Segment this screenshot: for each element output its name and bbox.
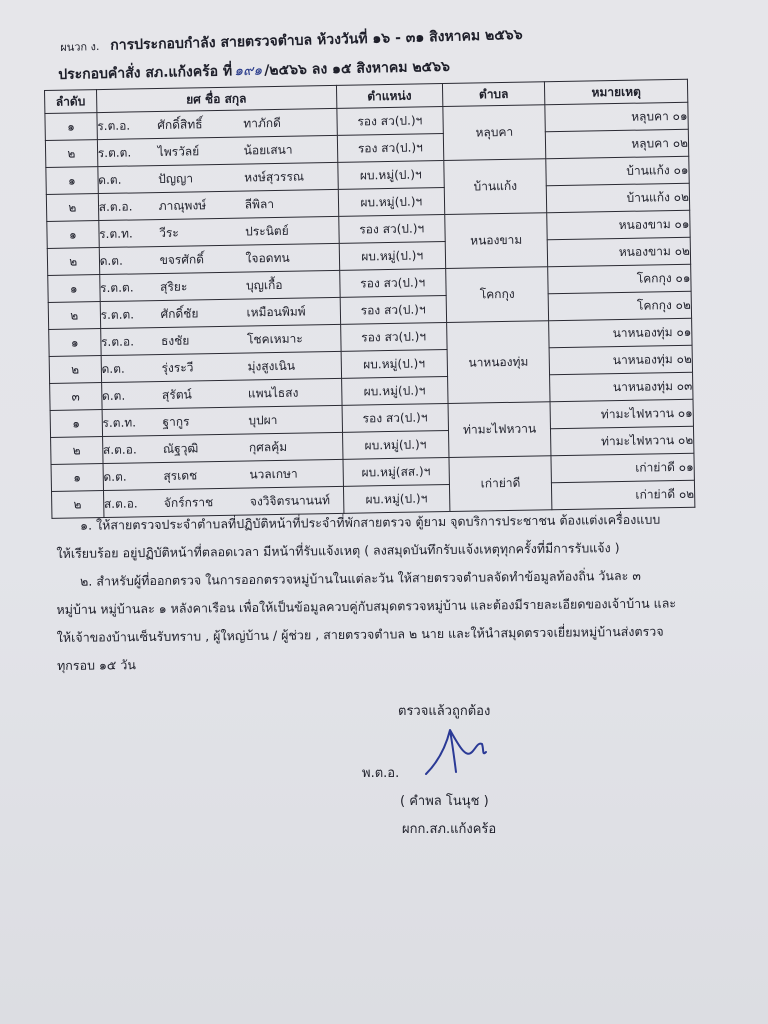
- row-note: หนองขาม ๐๑: [547, 210, 690, 239]
- p2-line1: ๒. สำหรับผู้ที่ออกตรวจ ในการออกตรวจหมู่บ้านในแต่ละวัน ให้สายตรวจตำบลจัดทำข้อมูลท้องถิ่น วันละ ๓: [80, 567, 641, 589]
- row-note: เก่าย่าดี ๐๑: [551, 453, 694, 482]
- row-first-name: จักร์กราช: [163, 494, 214, 510]
- col-name: ยศ ชื่อ สกุล: [96, 85, 336, 112]
- row-rank: ร.ต.อ.: [100, 333, 135, 349]
- row-seq: ๑: [49, 329, 101, 357]
- row-tambon: เก่าย่าดี: [449, 456, 552, 512]
- row-first-name: สุริยะ: [159, 279, 188, 294]
- order-prefix: ประกอบคำสั่ง สภ.แก้งคร้อ ที่: [58, 63, 233, 83]
- row-last-name: นวลเกษา: [249, 466, 298, 481]
- order-reference: [58, 56, 450, 86]
- row-rank: ร.ต.ต.: [100, 306, 135, 322]
- row-fullname: [97, 162, 337, 193]
- handwritten-signature: [420, 722, 500, 782]
- p2-line3: ให้เจ้าของบ้านเซ็นรับทราบ , ผู้ใหญ่บ้าน / ผู้ช่วย , สายตรวจตำบล ๒ นาย และให้นำสมุดตรวจเยี่ยมหมู่บ้านส่งตรวจ: [56, 623, 664, 645]
- row-seq: ๒: [49, 356, 101, 384]
- row-seq: ๒: [51, 437, 103, 465]
- row-fullname: [102, 405, 342, 436]
- row-last-name: น้อยเสนา: [243, 142, 293, 158]
- row-first-name: ขจรศักดิ์: [159, 251, 205, 267]
- row-note: บ้านแก้ง ๐๒: [546, 183, 689, 212]
- row-first-name: ฐากูร: [162, 414, 190, 429]
- certify-text: ตรวจแล้วถูกต้อง: [398, 704, 491, 719]
- row-fullname: [101, 378, 341, 409]
- row-fullname: [98, 216, 338, 247]
- p1-line1: ๑. ให้สายตรวจประจำตำบลที่ปฏิบัติหน้าที่ประจำที่พักสายตรวจ ตู้ยาม จุดบริการประชาชน ต้องแต่งเครื่องแบบ: [80, 511, 661, 533]
- row-position: ผบ.หมู่(ป.)ฯ: [337, 161, 444, 190]
- row-note: โคกกุง ๐๒: [548, 291, 691, 320]
- row-seq: ๑: [45, 113, 97, 141]
- row-last-name: กุศลคุ้ม: [248, 439, 288, 454]
- row-rank: ส.ต.อ.: [103, 495, 138, 511]
- row-position: ผบ.หมู่(ป.)ฯ: [341, 350, 448, 379]
- row-last-name: ประนิตย์: [245, 223, 289, 239]
- paragraph-1: [56, 505, 707, 568]
- row-position: ผบ.หมู่(ป.)ฯ: [342, 430, 449, 459]
- row-position: รอง สว(ป.)ฯ: [337, 134, 444, 163]
- row-seq: ๑: [51, 464, 103, 492]
- order-number: ๑๙๑: [234, 62, 263, 80]
- p2-line4: ทุกรอบ ๑๕ วัน: [56, 657, 136, 673]
- col-tambon: ตำบล: [442, 82, 545, 107]
- row-last-name: บุปผา: [248, 412, 278, 427]
- row-rank: ร.ต.ต.: [97, 144, 132, 160]
- row-seq: ๒: [48, 302, 100, 330]
- row-last-name: ใจอดทน: [245, 250, 290, 266]
- row-fullname: [97, 135, 337, 166]
- row-seq: ๑: [47, 221, 99, 249]
- row-note: หนองขาม ๐๒: [547, 237, 690, 266]
- row-tambon: บ้านแก้ง: [444, 159, 547, 215]
- row-seq: ๒: [45, 140, 97, 168]
- row-position: รอง สว(ป.)ฯ: [340, 323, 447, 352]
- row-rank: ด.ต.: [99, 253, 123, 268]
- col-note: หมายเหตุ: [545, 79, 688, 104]
- row-rank: ส.ต.อ.: [98, 198, 133, 214]
- signer-title: ผกก.สภ.แก้งคร้อ: [402, 822, 497, 837]
- row-seq: ๒: [46, 194, 98, 222]
- col-position: ตำแหน่ง: [336, 84, 443, 109]
- row-last-name: ทาภักดี: [243, 115, 281, 131]
- row-rank: ด.ต.: [98, 172, 122, 187]
- p1-line2: ให้เรียบร้อย อยู่ปฏิบัติหน้าที่ตลอดเวลา มีหน้าที่รับแจ้งเหตุ ( ลงสมุดบันทึกรับแจ้งเหตุทุกครั้งที่มีการรับแจ้ง ): [56, 540, 620, 561]
- row-last-name: เหมือนพิมพ์: [246, 303, 306, 319]
- row-last-name: โชคเหมาะ: [246, 331, 303, 346]
- row-seq: ๒: [47, 248, 99, 276]
- row-first-name: ศักดิ์ชัย: [160, 305, 199, 321]
- row-rank: ร.ต.ท.: [102, 414, 137, 430]
- row-rank: ด.ต.: [101, 361, 125, 376]
- signer-name: ( คำพล โนนุช ): [400, 794, 489, 809]
- row-last-name: จงวิจิตรนานนท์: [249, 492, 331, 508]
- row-position: ผบ.หมู่(สส.)ฯ: [343, 457, 450, 486]
- order-suffix: /๒๕๖๖ ลง ๑๕ สิงหาคม ๒๕๖๖: [264, 58, 451, 79]
- row-position: รอง สว(ป.)ฯ: [336, 107, 443, 136]
- row-note: ท่ามะไฟหวาน ๐๑: [550, 399, 693, 428]
- row-fullname: [99, 243, 339, 274]
- row-note: นาหนองทุ่ม ๐๑: [549, 318, 692, 347]
- row-first-name: สุรเดช: [163, 467, 198, 483]
- row-fullname: [100, 297, 340, 328]
- row-tambon: หนองขาม: [445, 213, 548, 269]
- row-tambon: หลุบคา: [443, 105, 546, 161]
- table-body: [45, 102, 695, 518]
- row-position: รอง สว(ป.)ฯ: [338, 215, 445, 244]
- row-last-name: บุญเกื้อ: [245, 277, 283, 293]
- row-first-name: ไพรวัลย์: [157, 143, 200, 159]
- row-position: รอง สว(ป.)ฯ: [340, 296, 447, 325]
- row-first-name: วีระ: [159, 225, 179, 240]
- row-seq: ๑: [50, 410, 102, 438]
- row-seq: ๑: [48, 275, 100, 303]
- row-first-name: ศักดิ์สิทธิ์: [157, 116, 203, 132]
- row-first-name: ธงชัย: [160, 333, 190, 348]
- row-note: นาหนองทุ่ม ๐๒: [549, 345, 692, 374]
- row-first-name: ภาณุพงษ์: [158, 197, 207, 213]
- row-fullname: [97, 108, 337, 139]
- row-tambon: โคกกุง: [446, 267, 549, 323]
- row-rank: ร.ต.ท.: [99, 225, 133, 241]
- row-position: รอง สว(ป.)ฯ: [342, 403, 449, 432]
- row-tambon: ท่ามะไฟหวาน: [448, 402, 551, 458]
- row-first-name: รุ่งระวี: [161, 359, 194, 375]
- row-last-name: มุ่งสูงเนิน: [247, 358, 296, 373]
- row-rank: ร.ต.อ.: [97, 118, 131, 133]
- row-last-name: ลีพิลา: [244, 196, 275, 212]
- row-note: หลุบคา ๐๑: [545, 102, 688, 131]
- row-first-name: ณัฐวุฒิ: [162, 440, 199, 456]
- title-text: การประกอบกำลัง สายตรวจตำบล ห้วงวันที่ ๑๖ - ๓๑ สิงหาคม ๒๕๖๖: [110, 26, 523, 54]
- row-rank: ด.ต.: [101, 388, 126, 403]
- row-note: โคกกุง ๐๑: [548, 264, 691, 293]
- row-position: ผบ.หมู่(ป.)ฯ: [338, 188, 445, 217]
- row-position: ผบ.หมู่(ป.)ฯ: [339, 242, 446, 271]
- row-rank: ร.ต.ต.: [99, 279, 134, 295]
- row-note: นาหนองทุ่ม ๐๓: [550, 372, 693, 401]
- row-fullname: [98, 189, 338, 220]
- row-last-name: แพนไธสง: [247, 385, 299, 400]
- document-title: [60, 24, 523, 58]
- row-fullname: [103, 459, 343, 490]
- row-first-name: ปัญญา: [158, 170, 194, 186]
- row-position: รอง สว(ป.)ฯ: [339, 269, 446, 298]
- row-seq: ๒: [52, 491, 104, 519]
- row-fullname: [100, 324, 340, 355]
- row-fullname: [101, 351, 341, 382]
- row-seq: ๑: [46, 167, 98, 195]
- row-fullname: [102, 432, 342, 463]
- row-note: เก่าย่าดี ๐๒: [552, 480, 695, 509]
- row-first-name: สุรัตน์: [161, 386, 192, 402]
- row-seq: ๓: [50, 383, 102, 411]
- row-position: ผบ.หมู่(ป.)ฯ: [343, 484, 450, 513]
- row-rank: ด.ต.: [103, 469, 127, 484]
- row-rank: ส.ต.อ.: [102, 441, 137, 457]
- paragraph-2: [56, 561, 707, 680]
- row-fullname: [99, 270, 339, 301]
- row-note: หลุบคา ๐๒: [546, 129, 689, 158]
- row-last-name: หงษ์สุวรรณ: [244, 168, 305, 185]
- row-note: บ้านแก้ง ๐๑: [546, 156, 689, 185]
- row-note: ท่ามะไฟหวาน ๐๒: [551, 426, 694, 455]
- signer-rank: พ.ต.อ.: [362, 766, 400, 781]
- row-tambon: นาหนองทุ่ม: [447, 321, 551, 404]
- p2-line2: หมู่บ้าน หมู่บ้านละ ๑ หลังคาเรือน เพื่อให้เป็นข้อมูลควบคู่กับสมุดตรวจหมู่บ้าน และต้องมีรายละเอียดของเจ้าบ้าน และ: [56, 595, 677, 617]
- appendix-label: ผนวก ง.: [60, 39, 100, 54]
- col-seq: ลำดับ: [45, 90, 97, 114]
- patrol-roster-table: [44, 79, 695, 519]
- row-position: ผบ.หมู่(ป.)ฯ: [341, 377, 448, 406]
